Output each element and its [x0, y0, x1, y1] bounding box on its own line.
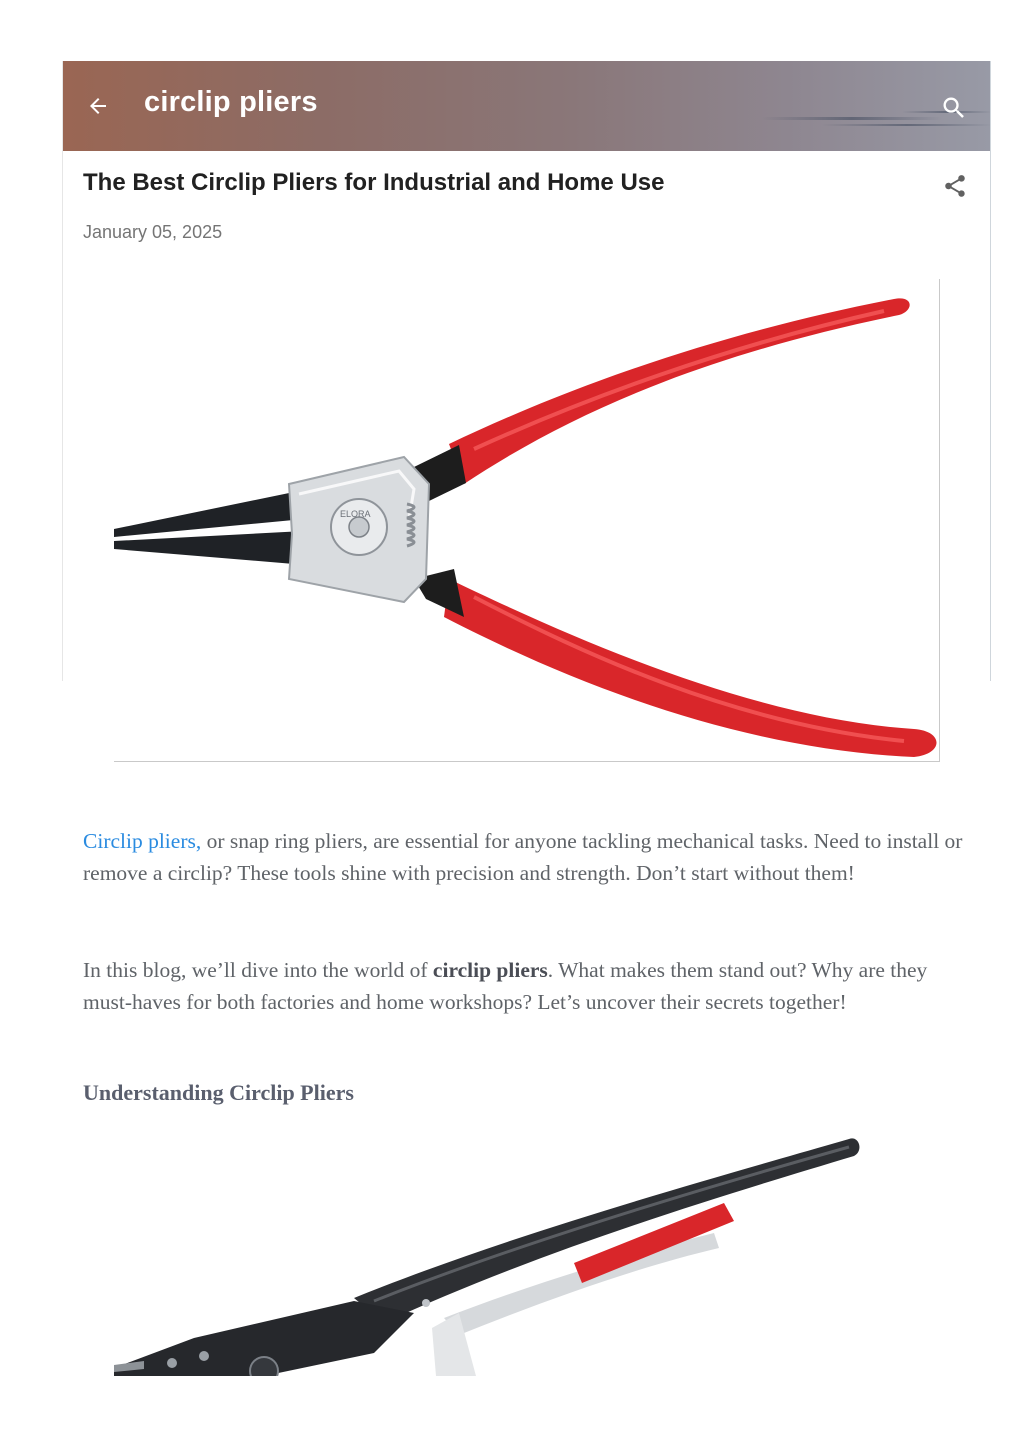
post-date: January 05, 2025 — [83, 222, 223, 242]
search-button[interactable] — [940, 94, 968, 122]
circlip-pliers-link[interactable]: Circlip pliers, — [83, 829, 202, 853]
post-card — [62, 61, 991, 1376]
intro-text: or snap ring pliers, are essential for anyone tackling mechanical tasks. Need to install or remove a circlip? These tools shine with precision and strength. Don’t start without them! — [83, 829, 963, 885]
para2-after: . What makes them stand out? Why are they must-haves for both factories and home workshops? Let’s uncover their secrets together! — [83, 958, 928, 1014]
para2-before: In this blog, we’ll dive into the world of — [83, 958, 433, 982]
upper-jaw — [114, 492, 304, 537]
pliers-illustration — [114, 279, 940, 762]
section-heading: Understanding Circlip Pliers — [83, 1080, 354, 1105]
back-button[interactable] — [84, 92, 112, 120]
lower-handle — [444, 579, 937, 757]
post-image-long-pliers[interactable] — [114, 1123, 914, 1376]
header-cloud-streak — [762, 117, 942, 120]
brand-mark: ELORA — [340, 509, 371, 519]
arrow-left-icon — [86, 94, 110, 118]
site-title[interactable]: circlip pliers — [144, 86, 318, 118]
second-paragraph — [83, 954, 963, 1018]
long-pliers-illustration — [114, 1123, 914, 1376]
share-icon — [942, 172, 968, 200]
post-title: The Best Circlip Pliers for Industrial and Home Use — [83, 169, 665, 196]
post-image-pliers[interactable] — [114, 279, 940, 762]
upper-handle — [449, 298, 910, 484]
share-button[interactable] — [942, 172, 968, 200]
header-bar — [62, 61, 991, 151]
para2-bold: circlip pliers — [432, 958, 548, 982]
intro-paragraph — [83, 825, 963, 889]
lower-jaw — [114, 531, 304, 564]
header-cloud-streak — [822, 124, 991, 126]
search-icon — [940, 94, 968, 122]
